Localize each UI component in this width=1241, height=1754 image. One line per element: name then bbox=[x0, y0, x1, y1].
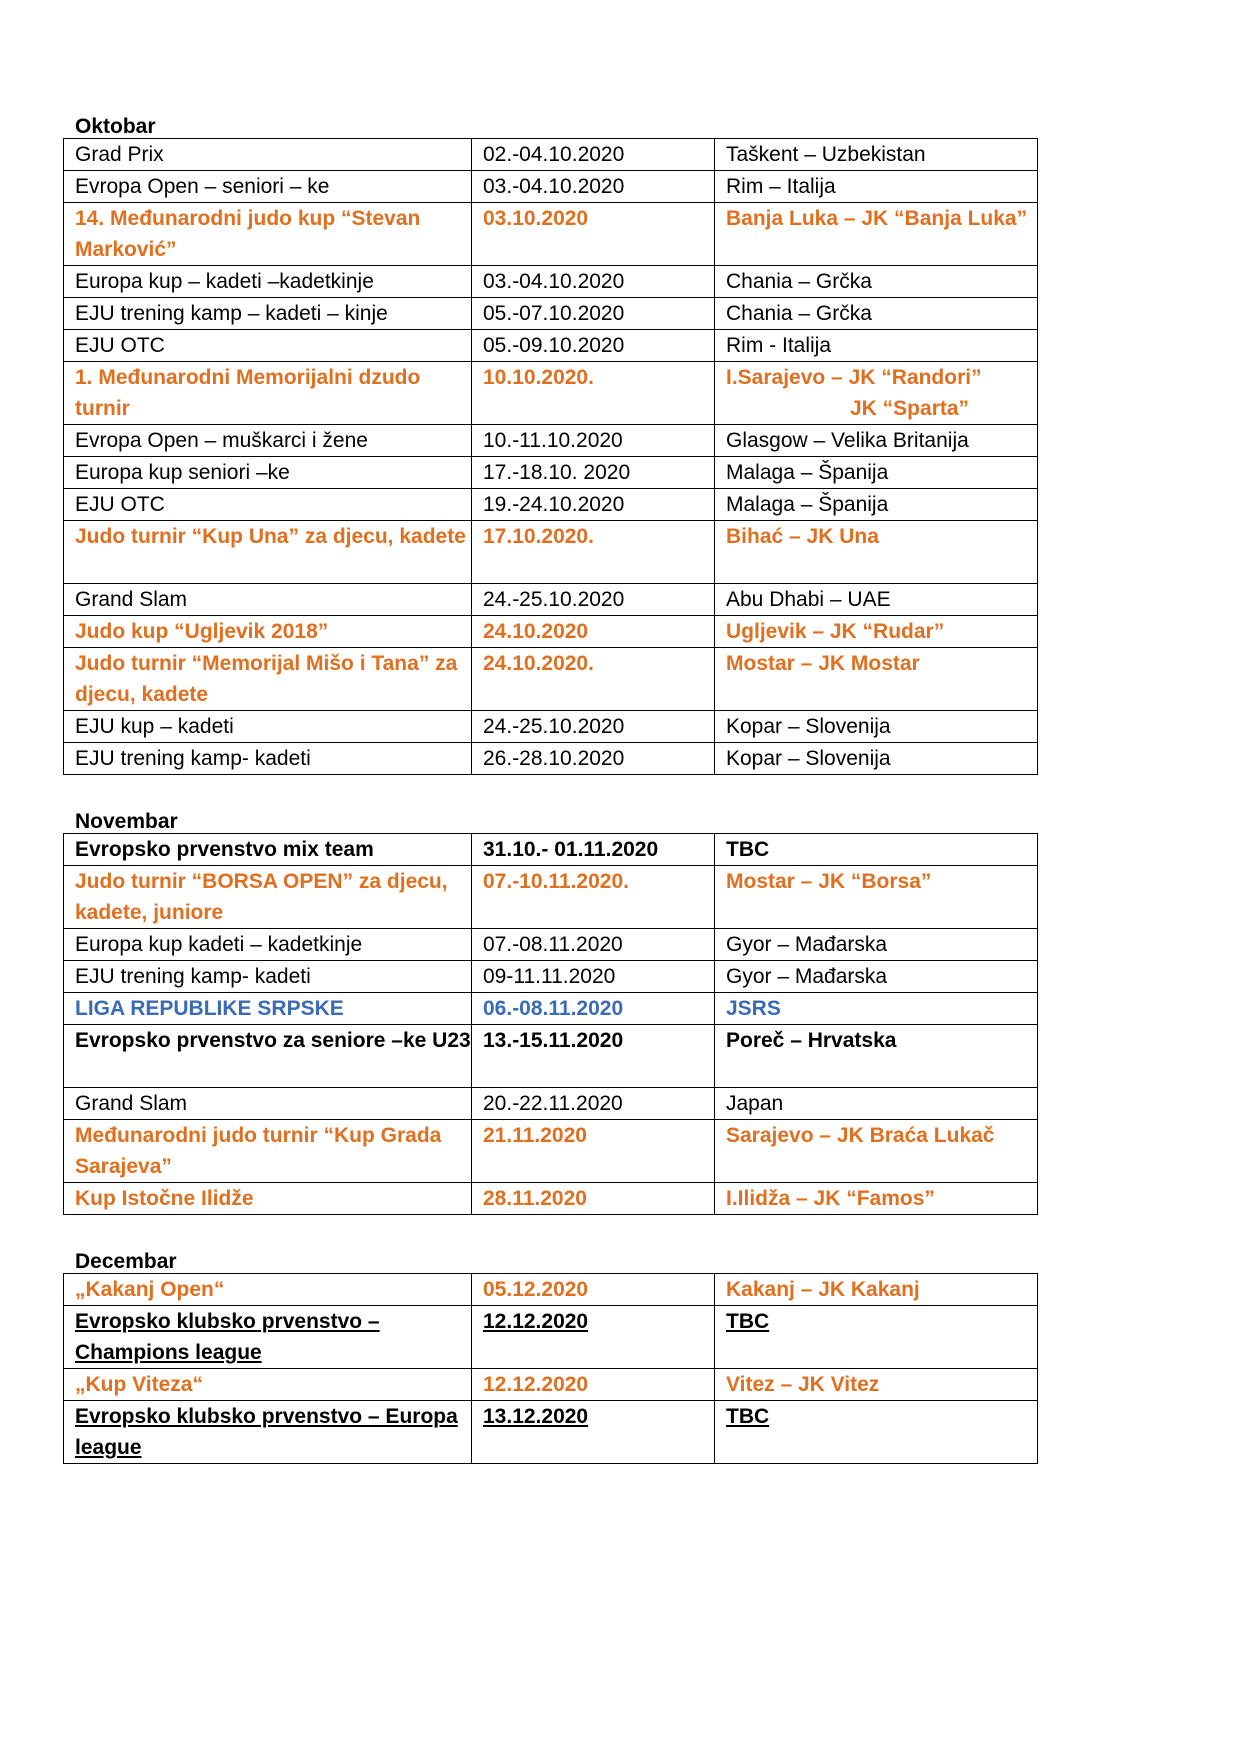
date-cell: 13.-15.11.2020 bbox=[472, 1025, 715, 1088]
place-cell: Malaga – Španija bbox=[715, 457, 1038, 489]
date-cell: 17.10.2020. bbox=[472, 521, 715, 584]
event-cell: Europa kup kadeti – kadetkinje bbox=[64, 929, 472, 961]
table-row bbox=[64, 1369, 1038, 1401]
event-cell: Grand Slam bbox=[64, 1088, 472, 1120]
event-cell: Kup Istočne Ilidže bbox=[64, 1183, 472, 1215]
date-cell: 24.-25.10.2020 bbox=[472, 711, 715, 743]
event-cell: Grand Slam bbox=[64, 584, 472, 616]
event-cell: Međunarodni judo turnir “Kup Grada Sarajeva” bbox=[64, 1120, 472, 1183]
place-cell: Kopar – Slovenija bbox=[715, 711, 1038, 743]
table-row bbox=[64, 1274, 1038, 1306]
table-row bbox=[64, 362, 1038, 425]
place-cell bbox=[715, 362, 1038, 425]
date-cell: 03.-04.10.2020 bbox=[472, 266, 715, 298]
table-row bbox=[64, 834, 1038, 866]
section-title: Novembar bbox=[75, 810, 178, 833]
table-row bbox=[64, 648, 1038, 711]
table-row bbox=[64, 1183, 1038, 1215]
table-row bbox=[64, 961, 1038, 993]
table-row bbox=[64, 584, 1038, 616]
place-line-2: JK “Sparta” bbox=[850, 397, 970, 420]
place-cell: Mostar – JK Mostar bbox=[715, 648, 1038, 711]
table-row bbox=[64, 993, 1038, 1025]
event-cell: Europa kup seniori –ke bbox=[64, 457, 472, 489]
event-cell: EJU kup – kadeti bbox=[64, 711, 472, 743]
place-cell: JSRS bbox=[715, 993, 1038, 1025]
table-row bbox=[64, 330, 1038, 362]
date-cell: 03.10.2020 bbox=[472, 203, 715, 266]
event-cell: „Kup Viteza“ bbox=[64, 1369, 472, 1401]
place-cell: TBC bbox=[715, 1401, 1038, 1464]
event-cell: EJU trening kamp- kadeti bbox=[64, 961, 472, 993]
table-row bbox=[64, 298, 1038, 330]
date-cell: 05.12.2020 bbox=[472, 1274, 715, 1306]
section-novembar bbox=[63, 803, 1037, 1215]
table-row bbox=[64, 616, 1038, 648]
place-cell: Kopar – Slovenija bbox=[715, 743, 1038, 775]
event-cell: Evropsko klubsko prvenstvo – Champions league bbox=[64, 1306, 472, 1369]
date-cell: 05.-07.10.2020 bbox=[472, 298, 715, 330]
table-row bbox=[64, 1306, 1038, 1369]
table-row bbox=[64, 203, 1038, 266]
event-cell: LIGA REPUBLIKE SRPSKE bbox=[64, 993, 472, 1025]
date-cell: 24.-25.10.2020 bbox=[472, 584, 715, 616]
event-cell: Evropa Open – seniori – ke bbox=[64, 171, 472, 203]
table-row bbox=[64, 929, 1038, 961]
schedule-table-novembar bbox=[63, 833, 1038, 1215]
table-row bbox=[64, 266, 1038, 298]
section-oktobar bbox=[63, 108, 1037, 775]
section-decembar bbox=[63, 1243, 1037, 1464]
event-cell: Europa kup – kadeti –kadetkinje bbox=[64, 266, 472, 298]
event-cell: Judo turnir “Memorijal Mišo i Tana” za djecu, kadete bbox=[64, 648, 472, 711]
date-cell: 09-11.11.2020 bbox=[472, 961, 715, 993]
place-cell: Kakanj – JK Kakanj bbox=[715, 1274, 1038, 1306]
date-cell: 06.-08.11.2020 bbox=[472, 993, 715, 1025]
event-cell: Judo turnir “BORSA OPEN” za djecu, kadete, juniore bbox=[64, 866, 472, 929]
date-cell: 03.-04.10.2020 bbox=[472, 171, 715, 203]
date-cell: 24.10.2020 bbox=[472, 616, 715, 648]
date-cell: 26.-28.10.2020 bbox=[472, 743, 715, 775]
event-cell: 1. Međunarodni Memorijalni dzudo turnir bbox=[64, 362, 472, 425]
table-row bbox=[64, 743, 1038, 775]
date-cell: 24.10.2020. bbox=[472, 648, 715, 711]
event-cell: Grad Prix bbox=[64, 139, 472, 171]
date-cell: 12.12.2020 bbox=[472, 1369, 715, 1401]
place-cell: Malaga – Španija bbox=[715, 489, 1038, 521]
table-row bbox=[64, 1401, 1038, 1464]
place-cell: Vitez – JK Vitez bbox=[715, 1369, 1038, 1401]
date-cell: 31.10.- 01.11.2020 bbox=[472, 834, 715, 866]
table-row bbox=[64, 711, 1038, 743]
place-cell: Bihać – JK Una bbox=[715, 521, 1038, 584]
section-title: Decembar bbox=[75, 1250, 177, 1273]
date-cell: 12.12.2020 bbox=[472, 1306, 715, 1369]
event-cell: Evropsko klubsko prvenstvo – Europa league bbox=[64, 1401, 472, 1464]
table-row bbox=[64, 425, 1038, 457]
date-cell: 07.-08.11.2020 bbox=[472, 929, 715, 961]
event-cell: EJU trening kamp- kadeti bbox=[64, 743, 472, 775]
place-line: I.Sarajevo – JK “Randori” bbox=[726, 366, 982, 389]
schedule-table-oktobar bbox=[63, 138, 1038, 775]
event-cell: 14. Međunarodni judo kup “Stevan Marković” bbox=[64, 203, 472, 266]
place-cell: TBC bbox=[715, 834, 1038, 866]
table-row bbox=[64, 139, 1038, 171]
place-cell: Abu Dhabi – UAE bbox=[715, 584, 1038, 616]
place-cell: Poreč – Hrvatska bbox=[715, 1025, 1038, 1088]
date-cell: 20.-22.11.2020 bbox=[472, 1088, 715, 1120]
place-cell: Sarajevo – JK Braća Lukač bbox=[715, 1120, 1038, 1183]
event-cell: Judo kup “Ugljevik 2018” bbox=[64, 616, 472, 648]
schedule-table-decembar bbox=[63, 1273, 1038, 1464]
event-cell: Evropa Open – muškarci i žene bbox=[64, 425, 472, 457]
place-cell: Mostar – JK “Borsa” bbox=[715, 866, 1038, 929]
place-cell: I.Ilidža – JK “Famos” bbox=[715, 1183, 1038, 1215]
place-cell: Japan bbox=[715, 1088, 1038, 1120]
place-cell: Rim – Italija bbox=[715, 171, 1038, 203]
date-cell: 10.-11.10.2020 bbox=[472, 425, 715, 457]
event-cell: EJU trening kamp – kadeti – kinje bbox=[64, 298, 472, 330]
date-cell: 07.-10.11.2020. bbox=[472, 866, 715, 929]
date-cell: 10.10.2020. bbox=[472, 362, 715, 425]
place-cell: Chania – Grčka bbox=[715, 298, 1038, 330]
date-cell: 13.12.2020 bbox=[472, 1401, 715, 1464]
event-cell: Evropsko prvenstvo mix team bbox=[64, 834, 472, 866]
place-cell: TBC bbox=[715, 1306, 1038, 1369]
date-cell: 28.11.2020 bbox=[472, 1183, 715, 1215]
event-cell: EJU OTC bbox=[64, 330, 472, 362]
table-row bbox=[64, 457, 1038, 489]
section-title: Oktobar bbox=[75, 115, 156, 138]
date-cell: 19.-24.10.2020 bbox=[472, 489, 715, 521]
table-row bbox=[64, 171, 1038, 203]
table-row bbox=[64, 1088, 1038, 1120]
place-cell: Ugljevik – JK “Rudar” bbox=[715, 616, 1038, 648]
table-row bbox=[64, 866, 1038, 929]
event-cell: Judo turnir “Kup Una” za djecu, kadete bbox=[64, 521, 472, 584]
place-cell: Chania – Grčka bbox=[715, 266, 1038, 298]
event-cell: EJU OTC bbox=[64, 489, 472, 521]
place-cell: Glasgow – Velika Britanija bbox=[715, 425, 1038, 457]
date-cell: 05.-09.10.2020 bbox=[472, 330, 715, 362]
place-cell: Gyor – Mađarska bbox=[715, 929, 1038, 961]
table-row bbox=[64, 1025, 1038, 1088]
table-row bbox=[64, 521, 1038, 584]
date-cell: 21.11.2020 bbox=[472, 1120, 715, 1183]
date-cell: 17.-18.10. 2020 bbox=[472, 457, 715, 489]
place-cell: Banja Luka – JK “Banja Luka” bbox=[715, 203, 1038, 266]
place-cell: Gyor – Mađarska bbox=[715, 961, 1038, 993]
table-row bbox=[64, 1120, 1038, 1183]
event-cell: Evropsko prvenstvo za seniore –ke U23 bbox=[64, 1025, 472, 1088]
date-cell: 02.-04.10.2020 bbox=[472, 139, 715, 171]
table-row bbox=[64, 489, 1038, 521]
event-cell: „Kakanj Open“ bbox=[64, 1274, 472, 1306]
place-cell: Rim - Italija bbox=[715, 330, 1038, 362]
place-cell: Taškent – Uzbekistan bbox=[715, 139, 1038, 171]
